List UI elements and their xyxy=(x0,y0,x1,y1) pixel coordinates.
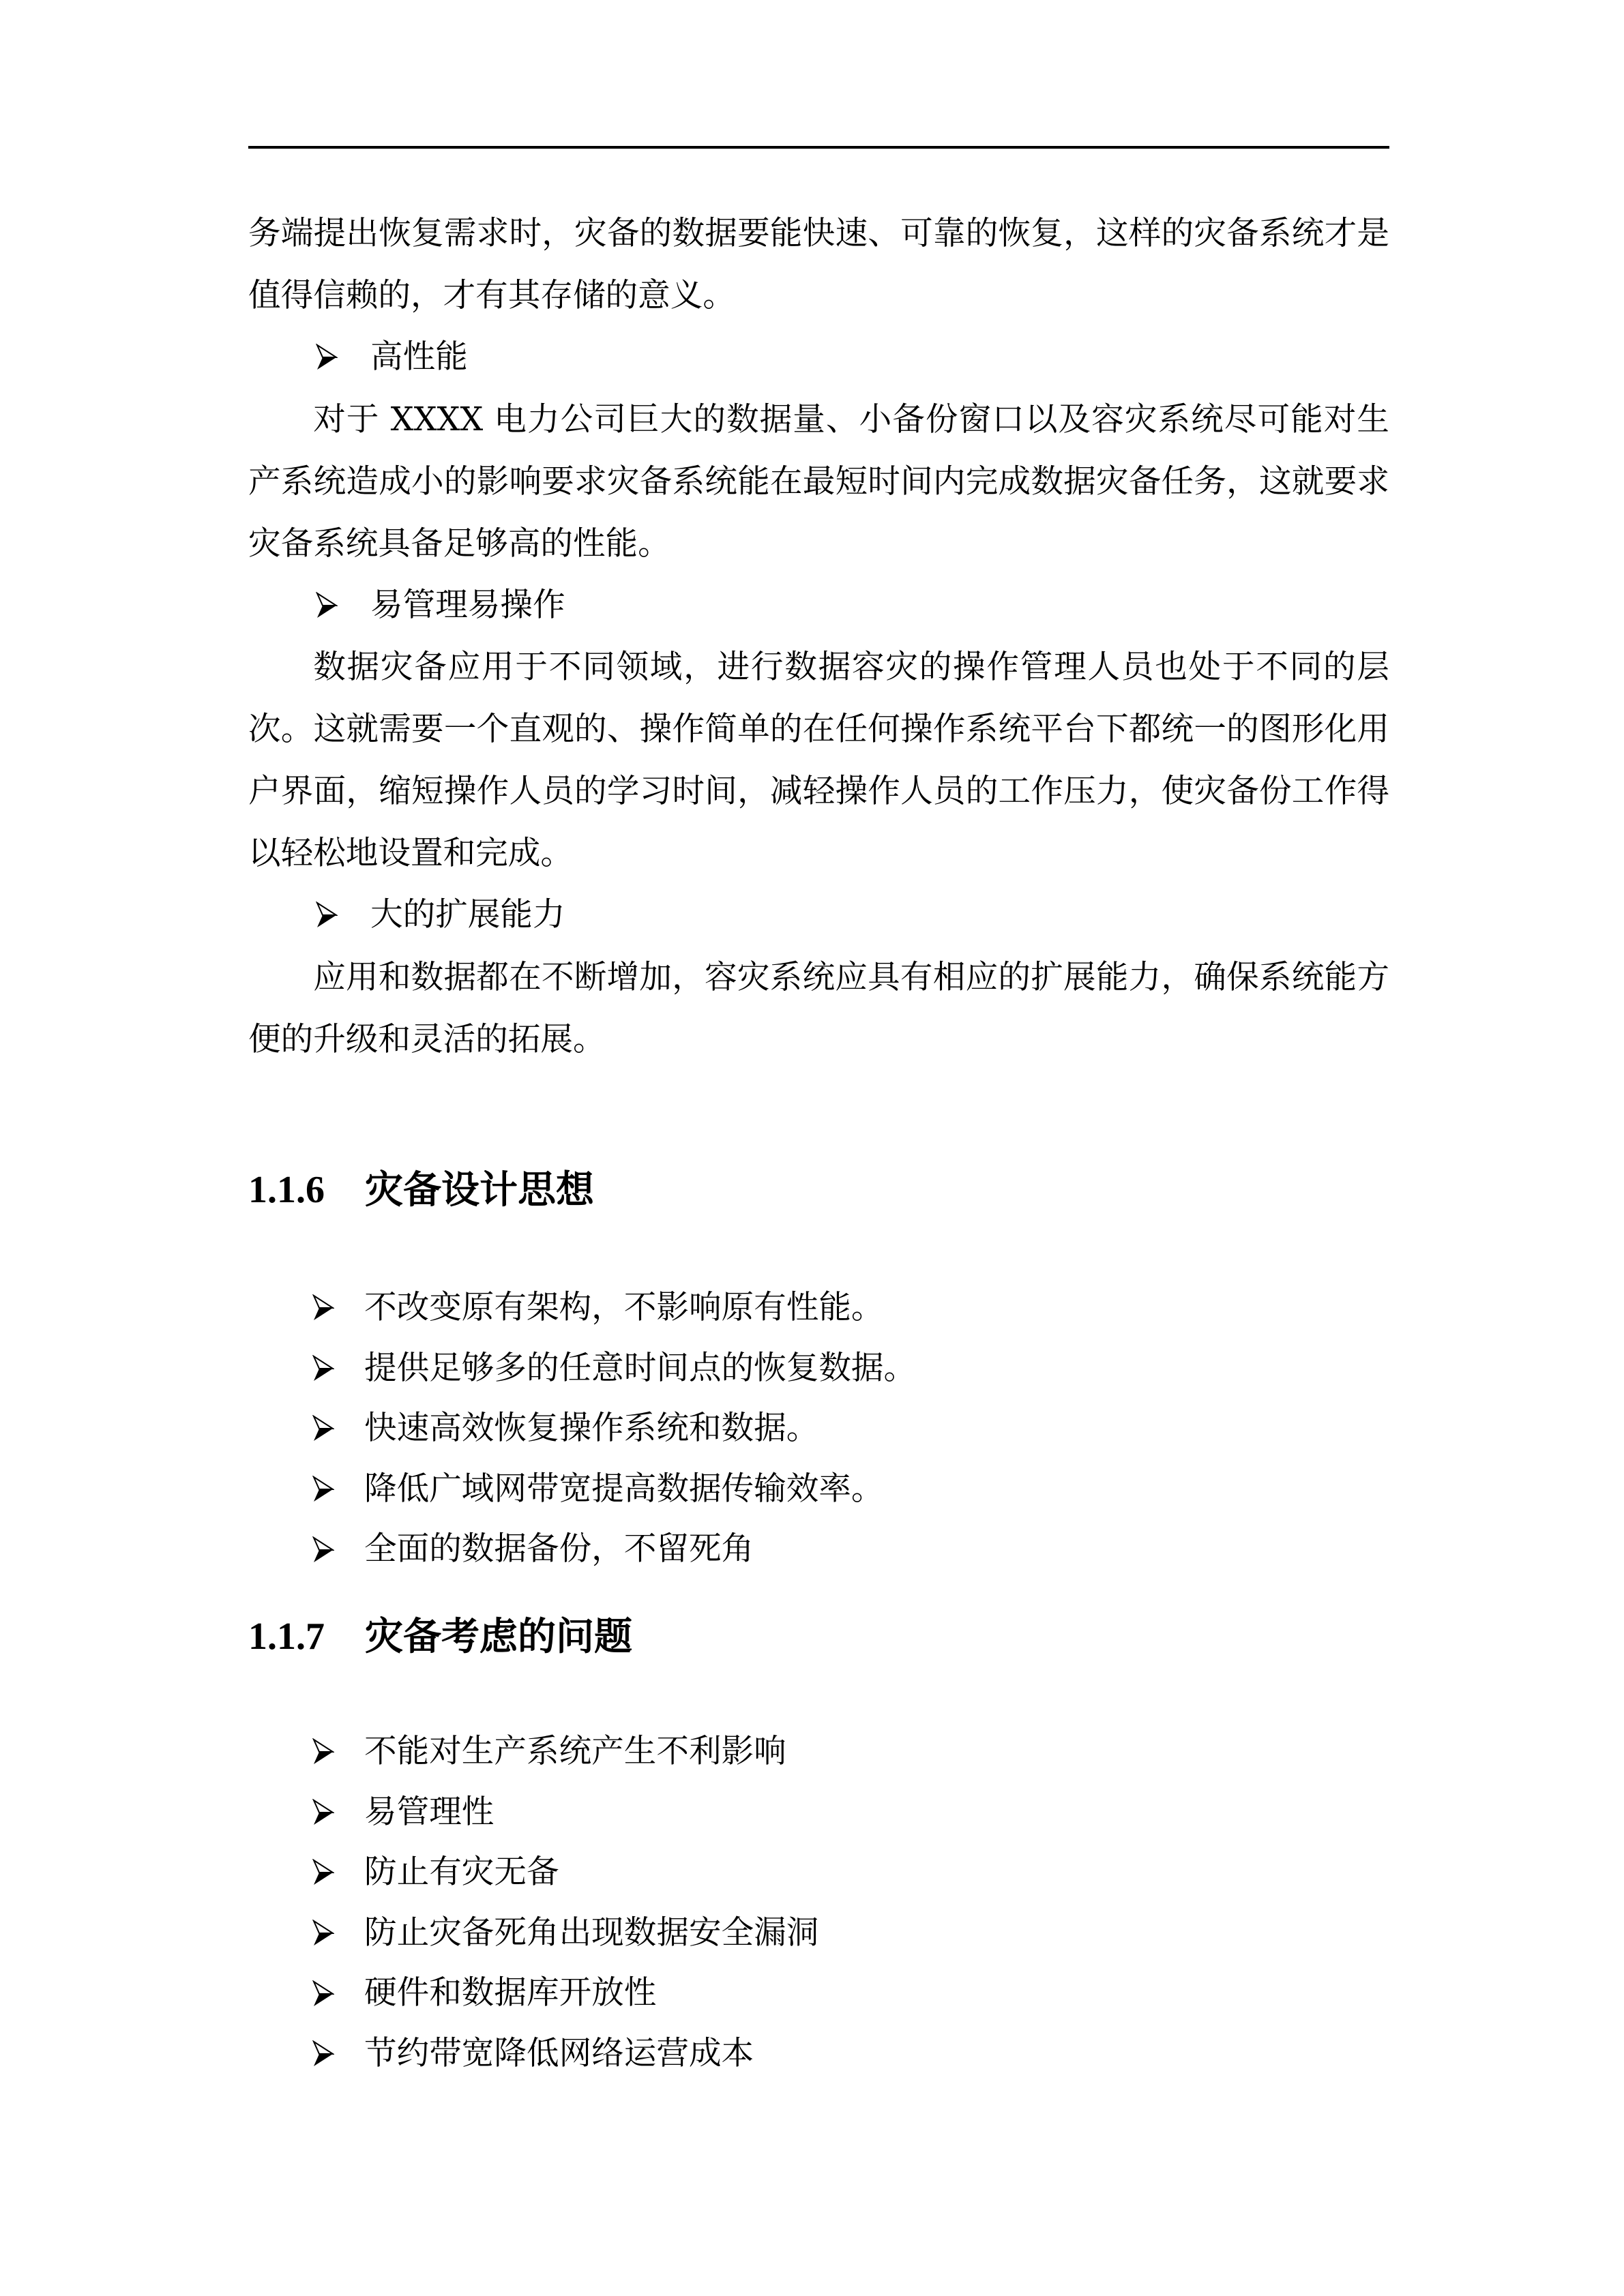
arrow-bullet-icon xyxy=(312,1415,334,1442)
arrow-bullet-icon xyxy=(316,344,338,371)
section-number: 1.1.7 xyxy=(248,1615,325,1658)
list-item xyxy=(307,1278,916,1339)
list-item xyxy=(307,1783,818,1843)
bullet-label: 大的扩展能力 xyxy=(370,896,565,934)
section-title: 灾备设计思想 xyxy=(365,1167,594,1212)
list-item xyxy=(307,1903,818,1964)
list-item xyxy=(307,1843,818,1903)
list-item xyxy=(307,1459,916,1520)
header-rule xyxy=(248,146,1389,149)
paragraph-management: 数据灾备应用于不同领域，进行数据容灾的操作管理人员也处于不同的层次。这就需要一个直观的、操作简单的在任何操作系统平台下都统一的图形化用户界面，缩短操作人员的学习时间，减轻操作人员的工作压力，使灾备份工作得以轻松地设置和完成。 xyxy=(248,648,1389,872)
list-item-text: 降低广域网带宽提高数据传输效率。 xyxy=(364,1470,884,1508)
paragraph-continuation: 务端提出恢复需求时，灾备的数据要能快速、可靠的恢复，这样的灾备系统才是值得信赖的，才有其存储的意义。 xyxy=(248,215,1389,314)
bullet-easy-management xyxy=(310,574,565,636)
arrow-bullet-icon xyxy=(312,2040,334,2068)
paragraph-scalability: 应用和数据都在不断增加，容灾系统应具有相应的扩展能力，确保系统能方便的升级和灵活的拓展。 xyxy=(248,959,1389,1058)
bullet-label: 易管理易操作 xyxy=(370,586,565,624)
bullet-label: 高性能 xyxy=(370,338,468,376)
list-item xyxy=(307,1722,818,1783)
list-item xyxy=(307,1399,916,1459)
bullet-high-performance xyxy=(310,326,468,388)
list-item-text: 不能对生产系统产生不利影响 xyxy=(364,1733,786,1770)
arrow-bullet-icon xyxy=(312,1355,334,1382)
arrow-bullet-icon xyxy=(312,1536,334,1564)
list-item-text: 易管理性 xyxy=(364,1793,494,1831)
list-item-text: 快速高效恢复操作系统和数据。 xyxy=(364,1410,819,1448)
section-heading-1-1-7 xyxy=(248,1609,632,1664)
section-title: 灾备考虑的问题 xyxy=(365,1614,632,1659)
bullet-scalability xyxy=(310,884,565,946)
arrow-bullet-icon xyxy=(316,592,338,619)
arrow-bullet-icon xyxy=(312,1859,334,1886)
arrow-bullet-icon xyxy=(312,1920,334,1947)
list-item-text: 防止灾备死角出现数据安全漏洞 xyxy=(364,1913,819,1952)
list-item xyxy=(307,1519,916,1580)
arrow-bullet-icon xyxy=(312,1799,334,1826)
arrow-bullet-icon xyxy=(312,1476,334,1503)
list-item-text: 提供足够多的任意时间点的恢复数据。 xyxy=(364,1349,917,1387)
arrow-bullet-icon xyxy=(312,1294,334,1322)
arrow-bullet-icon xyxy=(312,1738,334,1765)
considerations-list xyxy=(307,1722,818,2085)
section-number: 1.1.6 xyxy=(248,1169,325,1211)
list-item-text: 硬件和数据库开放性 xyxy=(364,1974,657,2012)
arrow-bullet-icon xyxy=(312,1980,334,2008)
design-principles-list xyxy=(307,1278,916,1580)
list-item-text: 全面的数据备份，不留死角 xyxy=(364,1530,754,1568)
list-item-text: 节约带宽降低网络运营成本 xyxy=(364,2034,754,2072)
list-item xyxy=(307,1963,818,2024)
list-item xyxy=(307,2024,818,2085)
section-heading-1-1-6 xyxy=(248,1163,594,1217)
list-item-text: 不改变原有架构，不影响原有性能。 xyxy=(364,1289,884,1326)
paragraph-performance: 对于 XXXX 电力公司巨大的数据量、小备份窗口以及容灾系统尽可能对生产系统造成小的影响要求灾备系统能在最短时间内完成数据灾备任务，这就要求灾备系统具备足够高的性能。 xyxy=(248,401,1389,563)
list-item xyxy=(307,1339,916,1399)
arrow-bullet-icon xyxy=(316,901,338,929)
list-item-text: 防止有灾无备 xyxy=(364,1853,559,1892)
